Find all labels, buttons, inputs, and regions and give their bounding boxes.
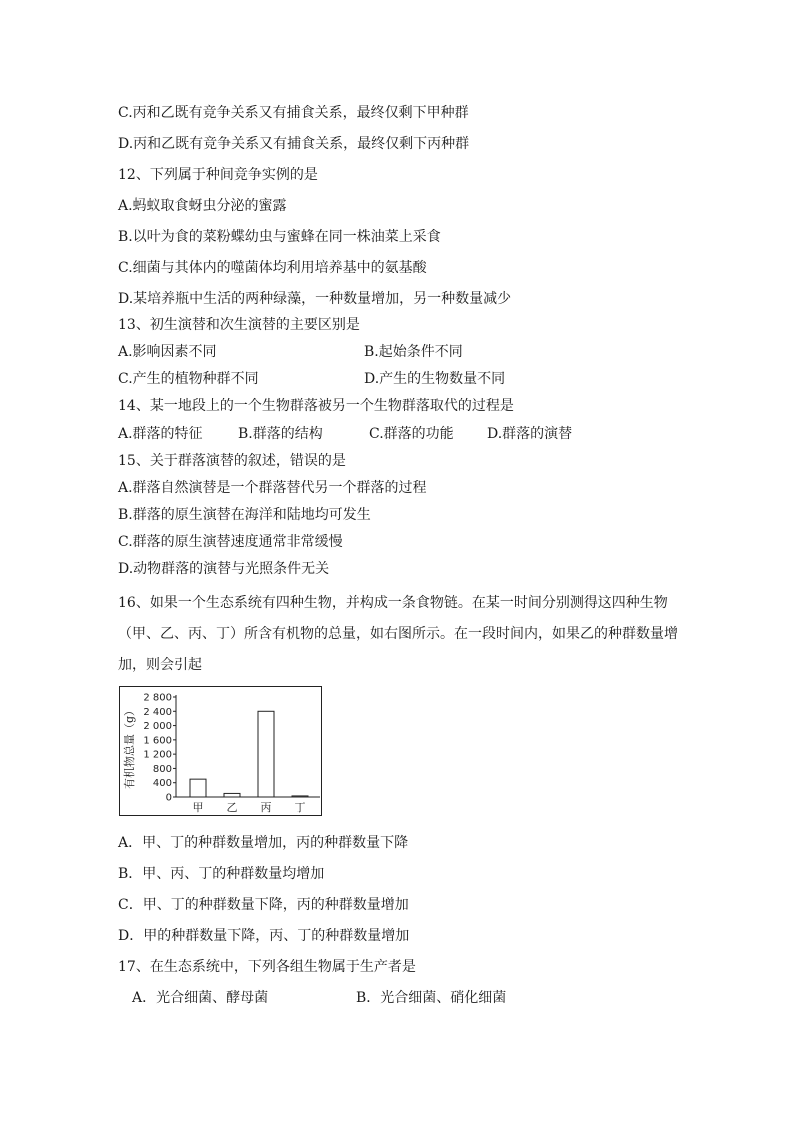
q14-option-d: D.群落的演替	[487, 426, 573, 442]
q16-stem-line-2: （甲、乙、丙、丁）所含有机物的总量，如右图所示。在一段时间内，如果乙的种群数量增	[118, 626, 678, 642]
q13-option-b: B.起始条件不同	[364, 344, 463, 360]
q14-stem: 14、某一地段上的一个生物群落被另一个生物群落取代的过程是	[118, 398, 514, 414]
y-tick-label: 800	[152, 763, 172, 775]
q12-option-d: D.某培养瓶中生活的两种绿藻，一种数量增加，另一种数量减少	[118, 291, 512, 307]
q13-option-d: D.产生的生物数量不同	[364, 371, 506, 387]
y-tick-label: 2 000	[143, 721, 172, 733]
q16-option-b: B．甲、丙、丁的种群数量均增加	[118, 866, 325, 882]
q16-stem-line-1: 16、如果一个生态系统有四种生物，并构成一条食物链。在某一时间分别测得这四种生物	[118, 595, 668, 611]
q17-option-a: A．光合细菌、酵母菌	[132, 990, 269, 1006]
category-label: 丙	[260, 801, 272, 814]
q17-option-b: B．光合细菌、硝化细菌	[356, 990, 507, 1006]
bar-2	[224, 793, 240, 797]
organic-matter-bar-chart	[119, 686, 322, 816]
bar-3	[258, 711, 274, 797]
bar-4	[292, 796, 308, 797]
q14-option-b: B.群落的结构	[238, 426, 323, 442]
category-label: 甲	[192, 801, 204, 814]
q14-option-c: C.群落的功能	[369, 426, 454, 442]
bar-1	[190, 779, 206, 797]
y-tick-label: 2 400	[143, 706, 172, 718]
q14-option-a: A.群落的特征	[118, 426, 203, 442]
q16-option-a: A．甲、丁的种群数量增加，丙的种群数量下降	[118, 835, 409, 851]
y-axis-title: 有机物总量（g）	[123, 704, 136, 790]
q11-option-c: C.丙和乙既有竞争关系又有捕食关系，最终仅剩下甲种群	[118, 105, 469, 121]
y-tick-label: 1 200	[143, 749, 172, 761]
q12-option-b: B.以叶为食的菜粉蝶幼虫与蜜蜂在同一株油菜上采食	[118, 229, 441, 245]
q13-option-c: C.产生的植物种群不同	[118, 371, 259, 387]
chart-canvas	[120, 687, 323, 817]
q15-option-d: D.动物群落的演替与光照条件无关	[118, 561, 330, 577]
q15-option-c: C.群落的原生演替速度通常非常缓慢	[118, 534, 343, 550]
y-tick-label: 400	[152, 778, 172, 790]
q13-option-a: A.影响因素不同	[118, 344, 217, 360]
q16-option-c: C．甲、丁的种群数量下降，丙的种群数量增加	[118, 897, 409, 913]
category-label: 乙	[226, 801, 238, 814]
q17-stem: 17、在生态系统中，下列各组生物属于生产者是	[118, 959, 416, 975]
q12-option-a: A.蚂蚁取食蚜虫分泌的蜜露	[118, 198, 287, 214]
q12-option-c: C.细菌与其体内的噬菌体均利用培养基中的氨基酸	[118, 260, 427, 276]
q15-option-b: B.群落的原生演替在海洋和陆地均可发生	[118, 507, 371, 523]
q15-option-a: A.群落自然演替是一个群落替代另一个群落的过程	[118, 480, 427, 496]
q15-stem: 15、关于群落演替的叙述，错误的是	[118, 453, 346, 469]
q13-stem: 13、初生演替和次生演替的主要区别是	[118, 317, 360, 333]
q11-option-d: D.丙和乙既有竞争关系又有捕食关系，最终仅剩下丙种群	[118, 136, 470, 152]
category-label: 丁	[294, 801, 306, 814]
y-tick-label: 0	[165, 792, 172, 804]
q16-option-d: D．甲的种群数量下降，丙、丁的种群数量增加	[118, 928, 410, 944]
q16-stem-line-3: 加，则会引起	[118, 657, 202, 673]
y-tick-label: 1 600	[143, 735, 172, 747]
y-tick-label: 2 800	[143, 692, 172, 704]
q12-stem: 12、下列属于种间竞争实例的是	[118, 167, 318, 183]
